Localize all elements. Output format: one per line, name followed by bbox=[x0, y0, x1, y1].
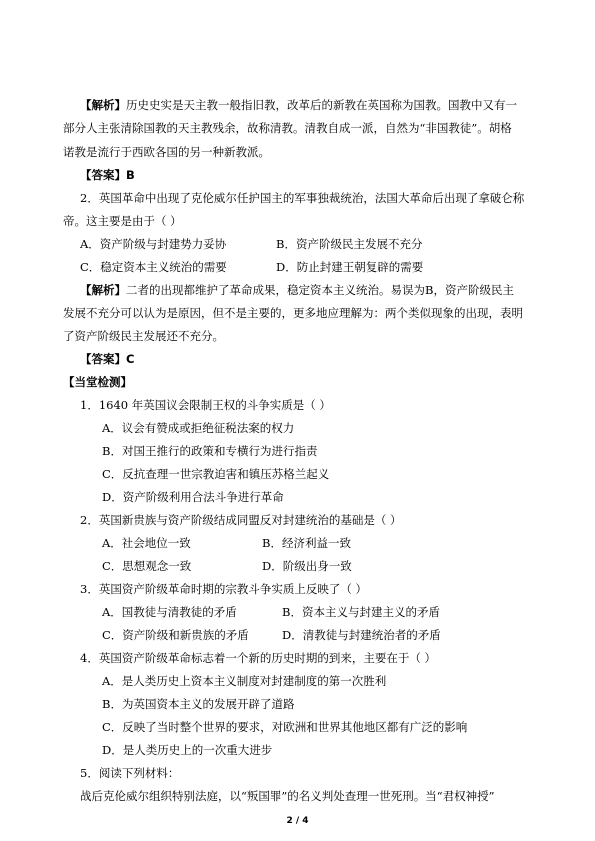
q2-analysis-line-2: 发展不充分可以认为是原因，但不是主要的，更多地应理解为：两个类似现象的出现，表明 bbox=[63, 306, 523, 320]
t1-option-b: B．对国王推行的政策和专横行为进行指责 bbox=[102, 444, 318, 458]
q2-option-c: C．稳定资本主义统治的需要 bbox=[80, 260, 227, 274]
answer-value: C bbox=[126, 352, 135, 366]
t2-option-c: C．思想观念一致 bbox=[102, 559, 192, 573]
analysis-label: 【解析】 bbox=[80, 283, 126, 297]
t2-option-a: A．社会地位一致 bbox=[102, 536, 191, 550]
t2-option-d: D．阶级出身一致 bbox=[262, 559, 352, 573]
q2-option-d: D．防止封建王朝复辟的需要 bbox=[276, 260, 424, 274]
q1-answer bbox=[80, 168, 135, 183]
t4-stem: 4．英国资产阶级革命标志着一个新的历史时期的到来，主要在于（ ） bbox=[80, 651, 436, 665]
q2-stem-line-1: 2．英国革命中出现了克伦威尔任护国主的军事独裁统治，法国大革命后出现了拿破仑称 bbox=[80, 191, 525, 205]
analysis-label: 【解析】 bbox=[80, 98, 126, 112]
t3-stem: 3．英国资产阶级革命时期的宗教斗争实质上反映了（ ） bbox=[80, 582, 367, 596]
q2-stem-line-2: 帝。这主要是由于（ ） bbox=[63, 214, 182, 228]
q2-option-b: B．资产阶级民主发展不充分 bbox=[276, 237, 423, 251]
t3-option-d: D．清教徒与封建统治者的矛盾 bbox=[282, 628, 441, 642]
t3-option-b: B．资本主义与封建主义的矛盾 bbox=[282, 605, 440, 619]
q1-analysis-line-1: 【解析】历史史实是天主教一般指旧教，改革后的新教在英国称为国教。国教中又有一 bbox=[80, 98, 517, 112]
answer-label: 【答案】 bbox=[80, 352, 126, 366]
q2-analysis-line-3: 了资产阶级民主发展还不充分。 bbox=[63, 329, 224, 343]
t4-option-d: D．是人类历史上的一次重大进步 bbox=[102, 743, 273, 757]
t2-stem: 2．英国新贵族与资产阶级结成同盟反对封建统治的基础是（ ） bbox=[80, 513, 402, 527]
q1-analysis-line-3: 诺教是流行于西欧各国的另一种新教派。 bbox=[63, 145, 270, 159]
t1-option-d: D．资产阶级利用合法斗争进行革命 bbox=[102, 490, 284, 504]
t1-option-c: C．反抗查理一世宗教迫害和镇压苏格兰起义 bbox=[102, 467, 330, 481]
t4-option-a: A．是人类历史上资本主义制度对封建制度的第一次胜利 bbox=[102, 674, 387, 688]
q2-answer bbox=[80, 352, 134, 367]
answer-label: 【答案】 bbox=[80, 168, 126, 182]
t1-stem: 1．1640 年英国议会限制王权的斗争实质是（ ） bbox=[80, 398, 331, 412]
t3-option-a: A．国教徒与清教徒的矛盾 bbox=[102, 605, 237, 619]
t5-stem: 5．阅读下列材料： bbox=[80, 766, 180, 780]
t4-option-b: B．为英国资本主义的发展开辟了道路 bbox=[102, 697, 295, 711]
answer-value: B bbox=[126, 168, 135, 182]
t4-option-c: C．反映了当时整个世界的要求，对欧洲和世界其他地区都有广泛的影响 bbox=[102, 720, 468, 734]
q1-analysis-line-2: 部分人主张清除国教的天主教残余，故称清教。清教自成一派，自然为“非国教徒”。胡格 bbox=[63, 121, 512, 135]
section-title: 【当堂检测】 bbox=[63, 375, 132, 389]
t1-option-a: A．议会有赞成或拒绝征税法案的权力 bbox=[102, 421, 295, 435]
q2-analysis-line-1: 【解析】二者的出现都维护了革命成果，稳定资本主义统治。易误为B，资产阶级民主 bbox=[80, 283, 514, 297]
q2-option-a: A．资产阶级与封建势力妥协 bbox=[80, 237, 227, 251]
t5-material-line-1: 战后克伦威尔组织特别法庭，以“叛国罪”的名义判处查理一世死刑。当“君权神授” bbox=[80, 789, 495, 803]
t2-option-b: B．经济利益一致 bbox=[262, 536, 351, 550]
page-number: 2 / 4 bbox=[286, 816, 309, 826]
t3-option-c: C．资产阶级和新贵族的矛盾 bbox=[102, 628, 249, 642]
